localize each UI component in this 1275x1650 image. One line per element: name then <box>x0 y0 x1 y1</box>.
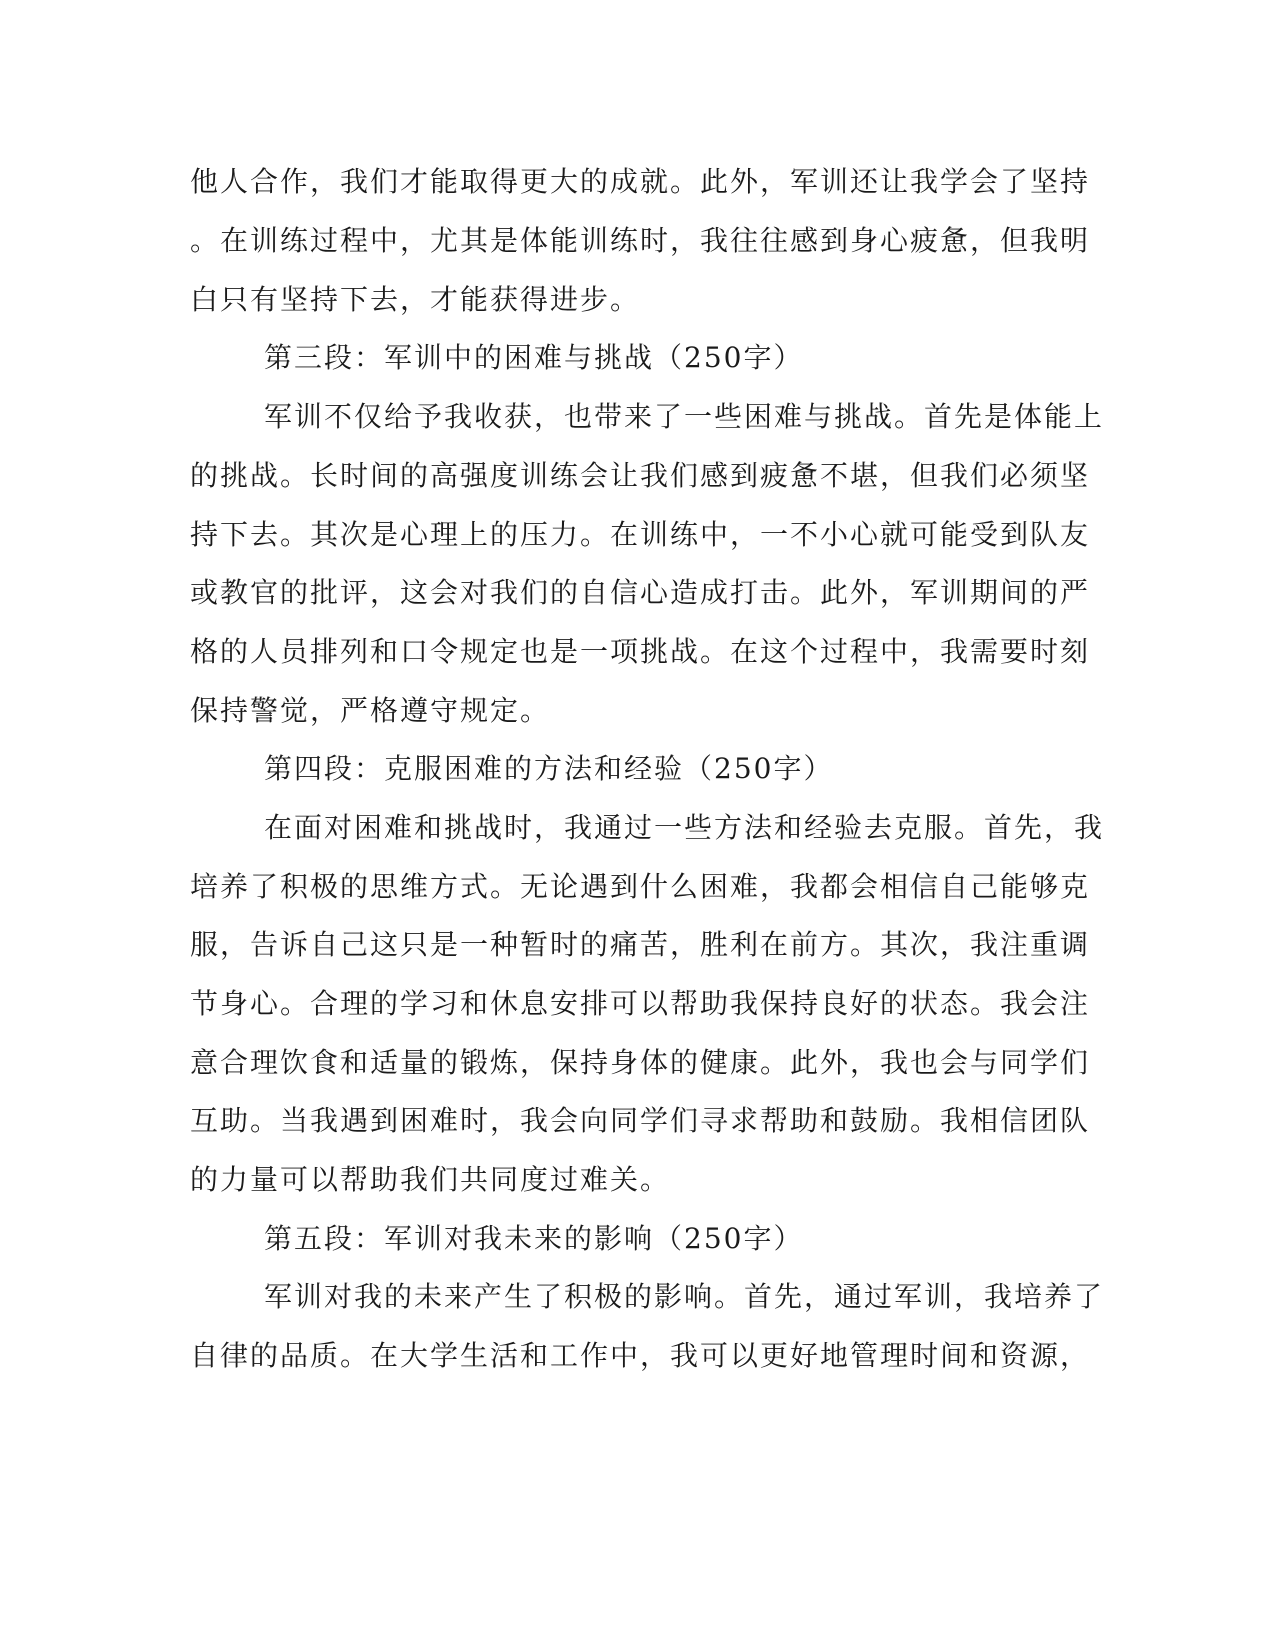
text-line: 军训不仅给予我收获，也带来了一些困难与挑战。首先是体能上 <box>264 400 1105 433</box>
text-line: 白只有坚持下去，才能获得进步。 <box>190 283 641 316</box>
section-heading: 第五段：军训对我未来的影响（250字） <box>264 1222 804 1255</box>
text-line: 自律的品质。在大学生活和工作中，我可以更好地管理时间和资源， <box>190 1339 1091 1372</box>
text-line: 意合理饮食和适量的锻炼，保持身体的健康。此外，我也会与同学们 <box>190 1046 1091 1079</box>
text-line: 在面对困难和挑战时，我通过一些方法和经验去克服。首先，我 <box>264 811 1105 844</box>
section-heading: 第三段：军训中的困难与挑战（250字） <box>264 341 804 374</box>
text-line: 互助。当我遇到困难时，我会向同学们寻求帮助和鼓励。我相信团队 <box>190 1104 1091 1137</box>
text-line: 持下去。其次是心理上的压力。在训练中，一不小心就可能受到队友 <box>190 518 1091 551</box>
text-line: 或教官的批评，这会对我们的自信心造成打击。此外，军训期间的严 <box>190 576 1091 609</box>
text-line: 保持警觉，严格遵守规定。 <box>190 694 551 727</box>
section-heading: 第四段：克服困难的方法和经验（250字） <box>264 752 834 785</box>
text-line: 军训对我的未来产生了积极的影响。首先，通过军训，我培养了 <box>264 1280 1105 1313</box>
text-line: 的挑战。长时间的高强度训练会让我们感到疲惫不堪，但我们必须坚 <box>190 459 1091 492</box>
text-line: 他人合作，我们才能取得更大的成就。此外，军训还让我学会了坚持 <box>190 165 1091 198</box>
text-line: 服，告诉自己这只是一种暂时的痛苦，胜利在前方。其次，我注重调 <box>190 928 1091 961</box>
text-line: 节身心。合理的学习和休息安排可以帮助我保持良好的状态。我会注 <box>190 987 1091 1020</box>
text-line: 的力量可以帮助我们共同度过难关。 <box>190 1163 671 1196</box>
text-line: 格的人员排列和口令规定也是一项挑战。在这个过程中，我需要时刻 <box>190 635 1091 668</box>
text-line: 培养了积极的思维方式。无论遇到什么困难，我都会相信自己能够克 <box>190 870 1091 903</box>
text-line: 。在训练过程中，尤其是体能训练时，我往往感到身心疲惫，但我明 <box>190 224 1091 257</box>
